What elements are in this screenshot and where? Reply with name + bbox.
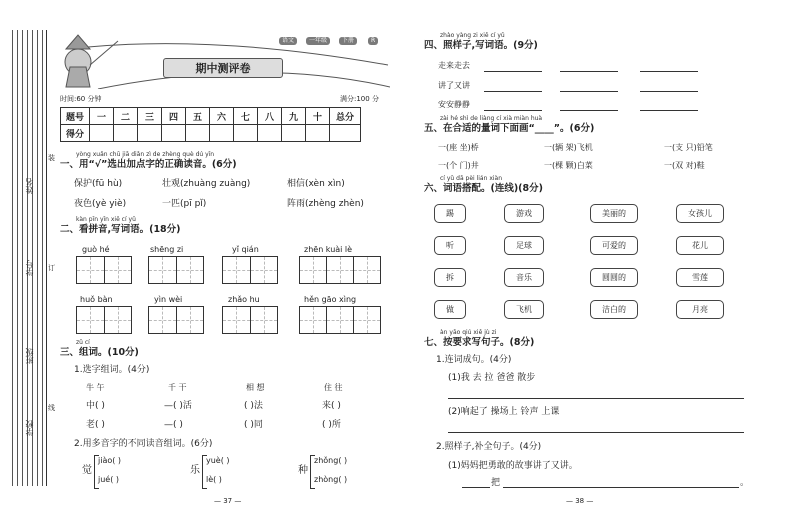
match-word[interactable]: 听 bbox=[434, 236, 466, 255]
section-pinyin: kàn pīn yīn xiě cí yǔ bbox=[76, 216, 136, 223]
answer-line[interactable] bbox=[484, 110, 542, 111]
answer-line[interactable] bbox=[484, 91, 542, 92]
page-number-left: — 37 — bbox=[214, 497, 242, 505]
match-word[interactable]: 踢 bbox=[434, 204, 466, 223]
answer-line[interactable] bbox=[484, 71, 542, 72]
answer-line[interactable] bbox=[560, 110, 618, 111]
score-header: 八 bbox=[258, 108, 282, 125]
cut-mark: 装 bbox=[48, 154, 55, 162]
score-header: 题号 bbox=[61, 108, 90, 125]
char-pair: 住 往 bbox=[324, 383, 343, 392]
match-word[interactable]: 雪莲 bbox=[676, 268, 724, 287]
match-word[interactable]: 月亮 bbox=[676, 300, 724, 319]
measure-word-item[interactable]: 一(支 只)铅笔 bbox=[664, 143, 713, 152]
match-word[interactable]: 美丽的 bbox=[590, 204, 638, 223]
polyphone-blank[interactable]: jiào( ) bbox=[98, 456, 122, 465]
score-cell[interactable] bbox=[138, 125, 162, 142]
pinyin-prompt: zhǎo hu bbox=[228, 295, 260, 304]
reading-item[interactable]: 夜色(yè yiè) bbox=[74, 199, 127, 209]
match-word[interactable]: 飞机 bbox=[504, 300, 544, 319]
fill-blank[interactable]: ( )法 bbox=[244, 401, 263, 411]
example-word: 讲了又讲 bbox=[438, 81, 470, 90]
polyphone-blank[interactable]: lè( ) bbox=[206, 475, 222, 484]
grade-badge: 一年级 bbox=[306, 37, 330, 45]
subsection-title: 2.照样子,补全句子。(4分) bbox=[436, 442, 542, 452]
polyphone-blank[interactable]: zhòng( ) bbox=[314, 475, 348, 484]
example-word: 安安静静 bbox=[438, 100, 470, 109]
question: (1)我 去 拉 爸爸 散步 bbox=[448, 373, 536, 383]
polyphone-blank[interactable]: yuè( ) bbox=[206, 456, 230, 465]
page-number-right: — 38 — bbox=[566, 497, 594, 505]
example-word: 走来走去 bbox=[438, 61, 470, 70]
score-header: 总分 bbox=[330, 108, 361, 125]
fill-blank[interactable]: ( )同 bbox=[244, 420, 263, 430]
fill-text: 。 bbox=[740, 478, 750, 488]
answer-line[interactable] bbox=[640, 110, 698, 111]
full-score: 满分:100 分 bbox=[340, 95, 379, 103]
reading-item[interactable]: 壮观(zhuàng zuàng) bbox=[162, 179, 251, 189]
section-pinyin: cí yǔ dā pèi lián xiàn bbox=[440, 175, 503, 182]
reading-item[interactable]: 保护(fū hù) bbox=[74, 179, 123, 189]
section-4-title: 四、照样子,写词语。(9分) bbox=[424, 40, 538, 51]
measure-word-item[interactable]: 一(辆 架)飞机 bbox=[544, 143, 593, 152]
fill-blank[interactable]: 老( ) bbox=[86, 420, 105, 430]
measure-word-item[interactable]: 一(棵 颗)白菜 bbox=[544, 161, 593, 170]
score-cell[interactable] bbox=[186, 125, 210, 142]
score-cell[interactable] bbox=[330, 125, 361, 142]
score-header: 一 bbox=[90, 108, 114, 125]
score-header: 九 bbox=[282, 108, 306, 125]
score-header: 二 bbox=[114, 108, 138, 125]
match-word[interactable]: 游戏 bbox=[504, 204, 544, 223]
pinyin-prompt: hěn gāo xìng bbox=[304, 295, 357, 304]
class-label: 班级 bbox=[25, 348, 34, 364]
pinyin-prompt: yìn wèi bbox=[154, 295, 183, 304]
fill-blank[interactable]: —( )活 bbox=[164, 401, 192, 411]
subsection-title: 1.选字组词。(4分) bbox=[74, 365, 150, 375]
answer-line[interactable] bbox=[448, 432, 744, 433]
answer-line[interactable] bbox=[462, 487, 490, 488]
polyphone-char: 乐 bbox=[190, 465, 200, 476]
subsection-title: 1.连词成句。(4分) bbox=[436, 355, 512, 365]
score-cell[interactable] bbox=[90, 125, 114, 142]
writing-grid[interactable] bbox=[76, 256, 132, 284]
fill-blank[interactable]: 来( ) bbox=[322, 401, 341, 411]
pinyin-prompt: shēng zi bbox=[150, 245, 184, 254]
score-cell[interactable] bbox=[210, 125, 234, 142]
subject-badge: 语文 bbox=[279, 37, 297, 45]
score-cell[interactable] bbox=[114, 125, 138, 142]
writing-grid[interactable] bbox=[222, 306, 278, 334]
score-header: 三 bbox=[138, 108, 162, 125]
section-2-title: 二、看拼音,写词语。(18分) bbox=[60, 224, 181, 235]
answer-line[interactable] bbox=[640, 71, 698, 72]
reading-item[interactable]: 一匹(pī pǐ) bbox=[162, 199, 207, 209]
section-pinyin: zhào yàng zi xiě cí yǔ bbox=[440, 32, 505, 39]
char-pair: 千 干 bbox=[168, 383, 187, 392]
cut-mark: 线 bbox=[48, 404, 55, 412]
school-label: 学校 bbox=[25, 420, 34, 436]
fill-text: 把 bbox=[491, 478, 501, 488]
fill-blank[interactable]: —( ) bbox=[164, 420, 183, 430]
subsection-title: 2.用多音字的不同读音组词。(6分) bbox=[74, 439, 213, 449]
pinyin-prompt: yǐ qián bbox=[232, 245, 259, 254]
section-3-title: 三、组词。(10分) bbox=[60, 347, 139, 358]
section-pinyin: zǔ cí bbox=[76, 339, 90, 346]
reading-item[interactable]: 阵雨(zhèng zhèn) bbox=[287, 199, 364, 209]
score-cell[interactable] bbox=[306, 125, 330, 142]
writing-grid[interactable] bbox=[299, 256, 381, 284]
score-row-label: 得分 bbox=[61, 125, 90, 142]
match-word[interactable]: 可爱的 bbox=[590, 236, 638, 255]
name-label: 姓名 bbox=[25, 178, 34, 194]
section-1-title: 一、用“√”选出加点字的正确读音。(6分) bbox=[60, 159, 237, 170]
fill-blank[interactable]: ( )所 bbox=[322, 420, 341, 430]
answer-line[interactable] bbox=[448, 398, 744, 399]
section-7-title: 七、按要求写句子。(8分) bbox=[424, 337, 535, 348]
question: (2)响起了 操场上 铃声 上课 bbox=[448, 407, 560, 417]
section-pinyin: zài hé shì de liàng cí xià miàn huà bbox=[440, 115, 543, 122]
score-header: 七 bbox=[234, 108, 258, 125]
section-5-title: 五、在合适的量词下面画“____”。(6分) bbox=[424, 123, 595, 134]
match-word[interactable]: 花儿 bbox=[676, 236, 724, 255]
match-word[interactable]: 拆 bbox=[434, 268, 466, 287]
char-pair: 相 想 bbox=[246, 383, 265, 392]
answer-line[interactable] bbox=[640, 91, 698, 92]
writing-grid[interactable] bbox=[148, 306, 204, 334]
polyphone-blank[interactable]: zhǒng( ) bbox=[314, 456, 348, 465]
score-cell[interactable] bbox=[162, 125, 186, 142]
score-header: 十 bbox=[306, 108, 330, 125]
polyphone-char: 种 bbox=[298, 465, 308, 476]
score-cell[interactable] bbox=[234, 125, 258, 142]
measure-word-item[interactable]: 一(双 对)鞋 bbox=[664, 161, 705, 170]
match-word[interactable]: 圆圆的 bbox=[590, 268, 638, 287]
measure-word-item[interactable]: 一(个 门)井 bbox=[438, 161, 479, 170]
page-title: 期中测评卷 bbox=[195, 62, 251, 75]
pinyin-prompt: zhēn kuài lè bbox=[304, 245, 353, 254]
fill-blank[interactable]: 中( ) bbox=[86, 401, 105, 411]
answer-line[interactable] bbox=[560, 71, 618, 72]
cut-mark: 订 bbox=[48, 264, 55, 272]
match-word[interactable]: 足球 bbox=[504, 236, 544, 255]
exam-time: 时间:60 分钟 bbox=[60, 95, 102, 103]
writing-grid[interactable] bbox=[299, 306, 381, 334]
score-table bbox=[60, 107, 361, 142]
score-header: 四 bbox=[162, 108, 186, 125]
score-cell[interactable] bbox=[282, 125, 306, 142]
section-pinyin: àn yāo qiú xiě jù zi bbox=[440, 329, 497, 336]
writing-grid[interactable] bbox=[148, 256, 204, 284]
question: (1)妈妈把勇敢的故事讲了又讲。 bbox=[448, 461, 578, 471]
pinyin-prompt: huǒ bàn bbox=[80, 295, 113, 304]
reading-item[interactable]: 相信(xèn xìn) bbox=[287, 179, 345, 189]
title-box bbox=[163, 58, 283, 78]
writing-grid[interactable] bbox=[76, 306, 132, 334]
match-word[interactable]: 做 bbox=[434, 300, 466, 319]
writing-grid[interactable] bbox=[222, 256, 278, 284]
match-word[interactable]: 洁白的 bbox=[590, 300, 638, 319]
answer-line[interactable] bbox=[503, 487, 739, 488]
section-6-title: 六、词语搭配。(连线)(8分) bbox=[424, 183, 543, 194]
char-pair: 牛 午 bbox=[86, 383, 105, 392]
match-word[interactable]: 音乐 bbox=[504, 268, 544, 287]
measure-word-item[interactable]: 一(座 坐)桥 bbox=[438, 143, 479, 152]
pinyin-prompt: guò hé bbox=[82, 245, 110, 254]
polyphone-char: 觉 bbox=[82, 465, 92, 476]
version-badge: R bbox=[368, 37, 378, 45]
term-badge: 下册 bbox=[339, 37, 357, 45]
id-label: 学号 bbox=[25, 260, 34, 276]
section-pinyin: yòng xuǎn chū jiā diǎn zì de zhèng què dú yīn bbox=[76, 151, 215, 158]
score-header: 六 bbox=[210, 108, 234, 125]
answer-line[interactable] bbox=[560, 91, 618, 92]
score-cell[interactable] bbox=[258, 125, 282, 142]
score-header: 五 bbox=[186, 108, 210, 125]
match-word[interactable]: 女孩儿 bbox=[676, 204, 724, 223]
polyphone-blank[interactable]: jué( ) bbox=[98, 475, 119, 484]
